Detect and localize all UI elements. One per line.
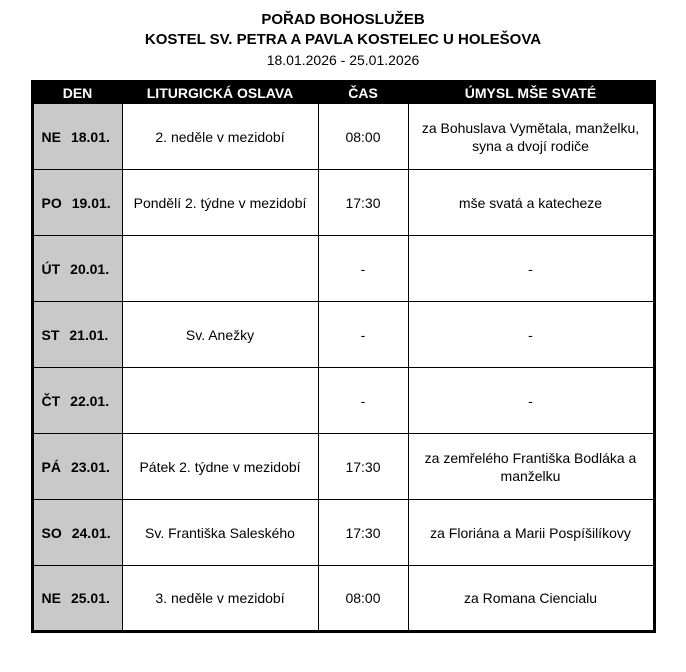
intention-cell: - (408, 236, 654, 302)
day-abbr: ÚT (41, 260, 61, 277)
time-cell: 08:00 (318, 566, 408, 632)
day-date: 20.01. (70, 260, 110, 277)
day-cell (32, 500, 122, 566)
day-date: 22.01. (70, 392, 110, 409)
day-cell (32, 236, 122, 302)
day-cell (32, 368, 122, 434)
table-row (32, 434, 654, 500)
celebration-cell: Pondělí 2. týdne v mezidobí (122, 170, 318, 236)
celebration-cell (122, 368, 318, 434)
day-date: 19.01. (71, 194, 111, 211)
time-cell: 08:00 (318, 104, 408, 170)
celebration-cell: 2. neděle v mezidobí (122, 104, 318, 170)
time-cell: 17:30 (318, 434, 408, 500)
day-abbr: ST (41, 326, 60, 343)
day-cell (32, 434, 122, 500)
celebration-cell: 3. neděle v mezidobí (122, 566, 318, 632)
table-row (32, 302, 654, 368)
table-row (32, 170, 654, 236)
table-row (32, 566, 654, 632)
day-date: 18.01. (70, 128, 110, 145)
day-cell (32, 302, 122, 368)
celebration-cell: Sv. Františka Saleského (122, 500, 318, 566)
header-umysl: ÚMYSL MŠE SVATÉ (408, 82, 654, 104)
title-block (0, 10, 686, 70)
intention-cell: - (408, 368, 654, 434)
day-abbr: PO (41, 194, 62, 211)
time-cell: - (318, 368, 408, 434)
header-liturgicka-oslava: LITURGICKÁ OSLAVA (122, 82, 318, 104)
table-body (32, 104, 654, 632)
time-cell: 17:30 (318, 170, 408, 236)
intention-cell: za zemřelého Františka Bodláka a manželku (408, 434, 654, 500)
day-cell (32, 170, 122, 236)
day-cell (32, 104, 122, 170)
day-abbr: ČT (41, 392, 61, 409)
time-cell: 17:30 (318, 500, 408, 566)
day-date: 24.01. (71, 524, 111, 541)
schedule-table (31, 80, 656, 633)
header-den: DEN (32, 82, 122, 104)
intention-cell: mše svatá a katecheze (408, 170, 654, 236)
day-abbr: SO (41, 524, 62, 541)
day-date: 23.01. (70, 458, 110, 475)
celebration-cell: Sv. Anežky (122, 302, 318, 368)
day-cell (32, 566, 122, 632)
table-row (32, 500, 654, 566)
table-header (32, 82, 654, 104)
intention-cell: za Floriána a Marii Pospíšilíkovy (408, 500, 654, 566)
header-cas: ČAS (318, 82, 408, 104)
church-name: KOSTEL SV. PETRA A PAVLA KOSTELEC U HOLEŠOVA (144, 31, 542, 48)
header-row (32, 82, 654, 104)
day-date: 21.01. (69, 326, 109, 343)
day-date: 25.01. (70, 590, 110, 606)
intention-cell: za Romana Ciencialu (408, 566, 654, 632)
day-abbr: NE (41, 128, 61, 145)
date-range: 18.01.2026 - 25.01.2026 (266, 52, 420, 68)
time-cell: - (318, 236, 408, 302)
intention-cell: - (408, 302, 654, 368)
document-title: POŘAD BOHOSLUŽEB (261, 11, 425, 28)
table-row (32, 236, 654, 302)
day-abbr: NE (41, 590, 61, 606)
day-abbr: PÁ (41, 458, 61, 475)
intention-cell: za Bohuslava Vymětala, manželku, syna a dvojí rodiče (408, 104, 654, 170)
table-row (32, 104, 654, 170)
time-cell: - (318, 302, 408, 368)
celebration-cell (122, 236, 318, 302)
celebration-cell: Pátek 2. týdne v mezidobí (122, 434, 318, 500)
table-row (32, 368, 654, 434)
